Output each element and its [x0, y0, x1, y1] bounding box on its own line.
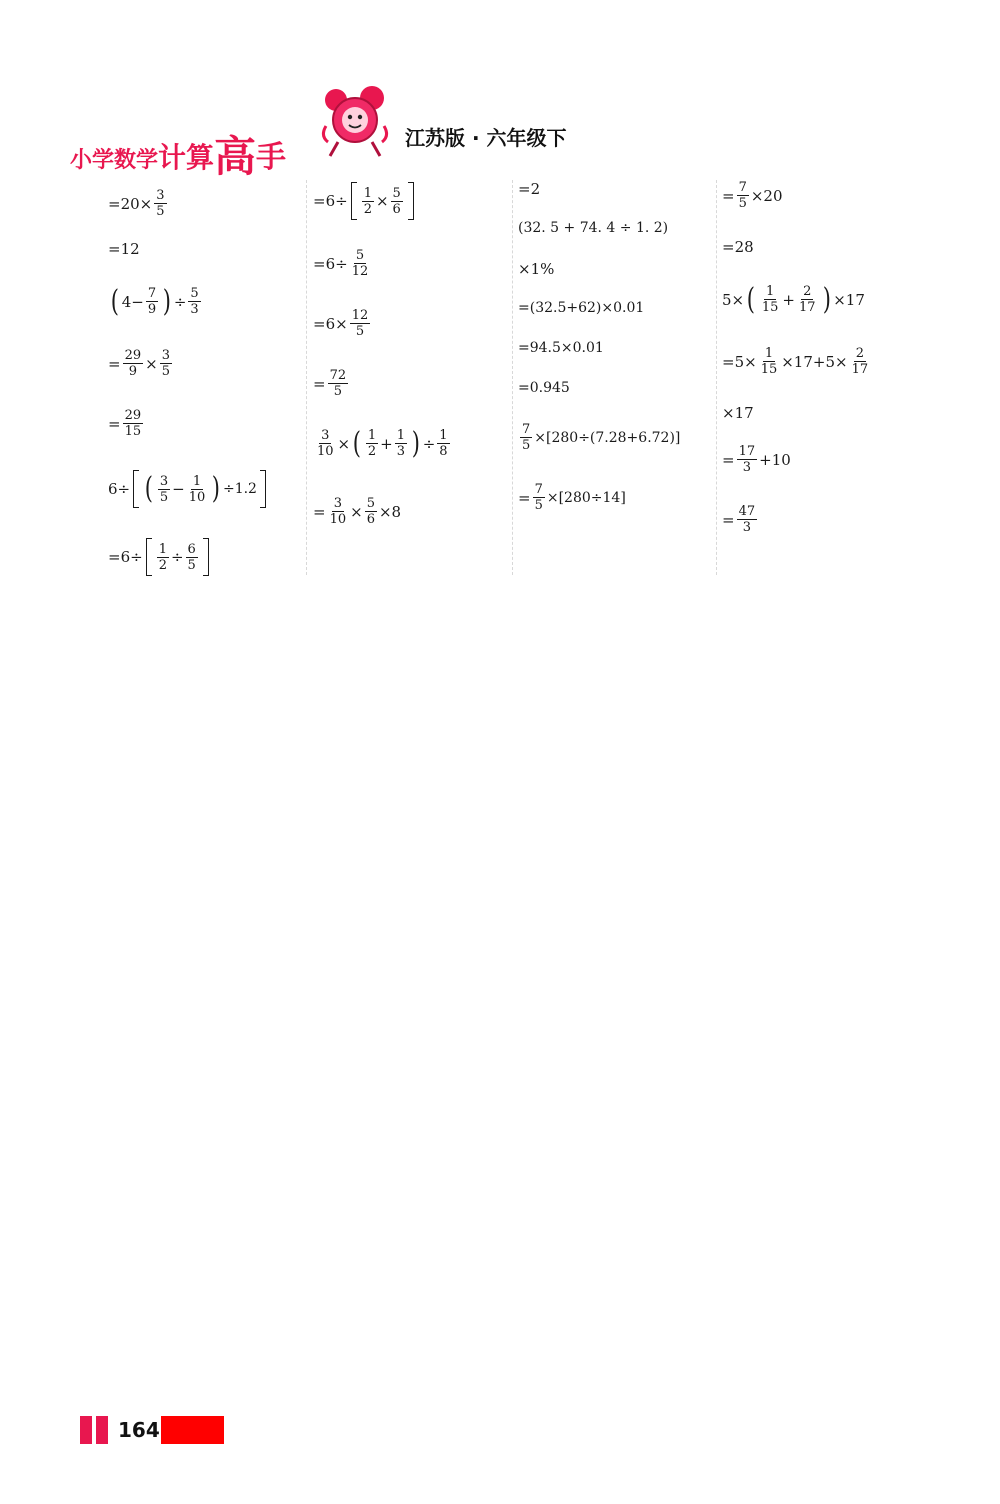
- numerator: 3: [161, 348, 170, 363]
- right-bracket: [203, 538, 209, 576]
- denominator: 6: [366, 512, 375, 527]
- numerator: 5: [190, 286, 199, 301]
- expr-text: ×17: [722, 404, 754, 422]
- fraction: [520, 422, 532, 453]
- left-paren: (: [746, 281, 756, 317]
- mascot-clock-icon: [320, 86, 390, 158]
- right-paren: ): [822, 281, 831, 317]
- fraction: [186, 542, 198, 573]
- denominator: 5: [187, 557, 196, 573]
- denominator: 5: [161, 364, 170, 379]
- numerator: 1: [765, 284, 775, 299]
- numerator: 2: [855, 346, 864, 361]
- expr-text: +10: [759, 450, 791, 469]
- fraction: [850, 346, 871, 377]
- fraction: [146, 286, 158, 317]
- fraction: [158, 474, 170, 505]
- operator: ×: [375, 192, 389, 210]
- denominator: 2: [363, 201, 372, 217]
- denominator: 9: [128, 364, 137, 379]
- denominator: 5: [333, 384, 342, 399]
- answer-column-2: [313, 178, 508, 578]
- step-line: [108, 408, 145, 439]
- step-line: [313, 368, 350, 399]
- numerator: 1: [396, 428, 405, 443]
- fraction: [187, 474, 208, 505]
- numerator: 5: [355, 248, 365, 263]
- numerator: 3: [333, 496, 342, 511]
- expr-text: =: [722, 510, 735, 529]
- fraction: [328, 368, 349, 399]
- denominator: 3: [190, 302, 199, 317]
- step-line: [313, 308, 372, 339]
- denominator: 5: [355, 324, 365, 339]
- expr-text: =6÷: [108, 548, 143, 566]
- expr-text: ×8: [378, 502, 402, 521]
- column-divider: [512, 180, 513, 575]
- edition-label: 江苏版 · 六年级下: [405, 126, 567, 150]
- expr-text: ×1%: [518, 260, 555, 278]
- denominator: 2: [158, 557, 167, 573]
- operator: ×: [145, 354, 158, 373]
- fraction: [759, 346, 780, 377]
- expr-text: =(32.5+62)×0.01: [518, 300, 645, 316]
- step-line: [108, 240, 140, 258]
- numerator: 3: [321, 428, 330, 443]
- brand-part-4: 手: [256, 140, 287, 175]
- fraction: [437, 428, 449, 459]
- step-line: [313, 496, 401, 527]
- numerator: 3: [156, 188, 165, 203]
- denominator: 12: [351, 264, 369, 279]
- right-bracket: [408, 182, 414, 220]
- brand-part-1: 小学数学: [70, 148, 159, 173]
- numerator: 7: [147, 286, 157, 301]
- denominator: 5: [159, 489, 169, 505]
- denominator: 5: [522, 438, 531, 453]
- denominator: 17: [851, 362, 869, 377]
- column-divider: [716, 180, 717, 575]
- step-line: [108, 348, 174, 379]
- expr-text: =12: [108, 240, 140, 258]
- operator: ×: [350, 502, 363, 521]
- expr-text: ×20: [750, 186, 783, 205]
- numerator: 1: [367, 428, 377, 443]
- denominator: 15: [124, 424, 142, 439]
- step-line: [313, 182, 417, 220]
- operator: ÷: [170, 548, 184, 566]
- brand-part-2: 计算: [158, 141, 215, 174]
- numerator: 6: [187, 541, 196, 557]
- fraction: [737, 180, 749, 211]
- right-paren: ): [162, 283, 172, 319]
- expr-text: ×[280÷(7.28+6.72)]: [534, 429, 681, 446]
- fraction: [315, 428, 336, 459]
- fraction: [737, 444, 758, 475]
- fraction: [395, 428, 407, 459]
- expr-text: ÷1.2: [222, 481, 257, 497]
- denominator: 3: [742, 460, 751, 475]
- numerator: 17: [738, 444, 756, 459]
- problem-line: [108, 470, 269, 508]
- fraction: [157, 542, 169, 573]
- step-line: [722, 504, 759, 535]
- problem-line: [313, 425, 452, 461]
- denominator: 10: [329, 512, 347, 527]
- page-marker-block: [96, 1416, 108, 1444]
- denominator: 10: [317, 444, 334, 459]
- denominator: 10: [188, 489, 206, 505]
- page-number: 164: [118, 1418, 160, 1442]
- numerator: 5: [366, 496, 375, 511]
- problem-line: [518, 260, 554, 278]
- denominator: 17: [798, 300, 816, 315]
- expr-text: =: [108, 414, 121, 433]
- right-paren: ): [212, 471, 221, 506]
- step-line: [722, 346, 872, 377]
- brand-title: [70, 120, 286, 180]
- fraction: [350, 308, 371, 339]
- operator: ×: [337, 434, 351, 453]
- problem-line: [518, 220, 668, 236]
- numerator: 1: [192, 473, 202, 489]
- numerator: 1: [363, 185, 372, 201]
- fraction: [188, 286, 200, 317]
- fraction: [328, 496, 349, 527]
- problem-line: [108, 283, 203, 319]
- expr-text: =94.5×0.01: [518, 340, 604, 356]
- expr-text: =0.945: [518, 380, 570, 396]
- fraction: [737, 504, 758, 535]
- denominator: 5: [738, 196, 747, 211]
- operator: ÷: [173, 292, 187, 311]
- numerator: 5: [392, 185, 401, 201]
- left-bracket: [133, 470, 139, 508]
- step-line: [108, 188, 169, 219]
- numerator: 29: [124, 348, 142, 363]
- numerator: 12: [351, 308, 369, 323]
- fraction: [123, 348, 144, 379]
- expr-text: =: [518, 488, 531, 507]
- expr-text: =28: [722, 238, 754, 256]
- expr-text: 4−: [121, 292, 144, 311]
- right-paren: ): [411, 425, 420, 461]
- brand-part-3: 高: [214, 132, 257, 181]
- fraction: [797, 284, 818, 315]
- problem-line: [722, 281, 865, 317]
- numerator: 1: [764, 346, 774, 361]
- operator: +: [782, 290, 795, 309]
- answer-column-1: [108, 178, 303, 578]
- denominator: 6: [392, 201, 401, 217]
- numerator: 2: [803, 284, 812, 299]
- fraction: [154, 188, 166, 219]
- numerator: 7: [738, 180, 747, 195]
- book-header: [70, 80, 670, 181]
- right-bracket: [260, 470, 266, 508]
- denominator: 15: [760, 362, 778, 377]
- fraction: [760, 284, 781, 315]
- page-marker-block: [80, 1416, 92, 1444]
- denominator: 3: [742, 520, 751, 535]
- problem-line: [518, 422, 680, 453]
- fraction: [123, 408, 144, 439]
- page-marker-bar: [161, 1416, 224, 1444]
- denominator: 15: [761, 300, 779, 315]
- denominator: 5: [534, 498, 543, 513]
- expr-text: 6÷: [108, 480, 131, 498]
- expr-text: =: [722, 186, 735, 205]
- numerator: 1: [439, 428, 448, 443]
- left-paren: (: [110, 283, 119, 319]
- step-line: [518, 380, 570, 396]
- expr-text: ×[280÷14]: [546, 489, 626, 506]
- expr-text: =: [722, 450, 735, 469]
- denominator: 3: [396, 444, 405, 459]
- step-line: [722, 404, 754, 422]
- operator: −: [172, 480, 185, 498]
- denominator: 9: [147, 302, 157, 317]
- left-bracket: [146, 538, 152, 576]
- denominator: 5: [156, 204, 165, 219]
- fraction: [365, 496, 377, 527]
- fraction: [160, 348, 172, 379]
- expr-text: =5×: [722, 352, 757, 371]
- step-line: [722, 180, 783, 211]
- left-paren: (: [144, 471, 154, 506]
- numerator: 29: [124, 408, 142, 423]
- step-line: [313, 248, 372, 279]
- step-line: [108, 538, 212, 576]
- fraction: [366, 428, 378, 459]
- step-line: [722, 444, 791, 475]
- expr-text: =20×: [108, 194, 153, 213]
- column-divider: [306, 180, 307, 575]
- left-bracket: [351, 182, 357, 220]
- step-line: [722, 238, 754, 256]
- answer-column-4: [722, 178, 942, 578]
- step-line: [518, 340, 604, 356]
- expr-text: =: [313, 502, 326, 521]
- fraction: [533, 482, 545, 513]
- operator: +: [380, 434, 393, 453]
- step-line: [518, 180, 540, 198]
- expr-text: =2: [518, 180, 541, 198]
- step-line: [518, 482, 626, 513]
- numerator: 7: [522, 422, 531, 437]
- denominator: 2: [367, 444, 377, 459]
- expr-text: =6÷: [313, 192, 348, 210]
- left-paren: (: [352, 425, 362, 461]
- numerator: 7: [534, 482, 543, 497]
- expr-text: =: [313, 374, 326, 393]
- fraction: [362, 186, 374, 217]
- step-line: [518, 300, 644, 316]
- expr-text: ×17+5×: [781, 352, 848, 371]
- operator: ÷: [422, 434, 436, 453]
- numerator: 47: [738, 504, 756, 519]
- fraction: [350, 248, 371, 279]
- numerator: 3: [159, 473, 169, 489]
- expr-text: =6÷: [313, 254, 348, 273]
- fraction: [391, 186, 403, 217]
- expr-text: (32. 5 + 74. 4 ÷ 1. 2): [518, 220, 669, 236]
- expr-text: ×17: [833, 290, 865, 309]
- numerator: 72: [329, 368, 347, 383]
- expr-text: =: [108, 354, 121, 373]
- denominator: 8: [439, 444, 448, 459]
- expr-text: 5×: [722, 290, 745, 309]
- answer-column-3: [518, 178, 713, 578]
- numerator: 1: [158, 541, 167, 557]
- expr-text: =6×: [313, 314, 348, 333]
